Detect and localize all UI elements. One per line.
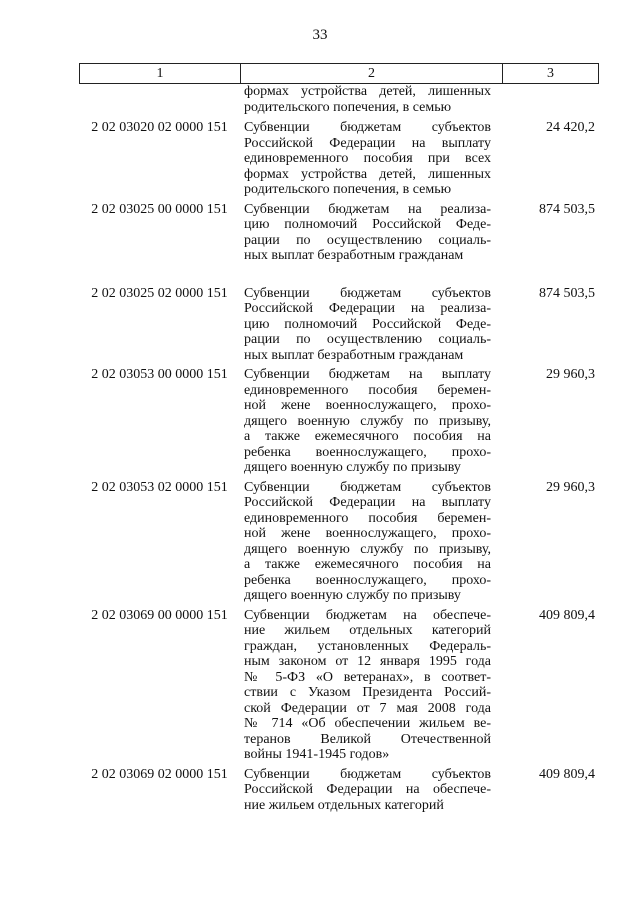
description-line: ребенка военнослужащего, прохо- bbox=[244, 444, 491, 460]
description-line: ской Федерации от 7 мая 2008 года bbox=[244, 700, 491, 716]
description-line: Российской Федерации на обеспече- bbox=[244, 782, 491, 797]
amount-value: 874 503,5 bbox=[539, 285, 595, 301]
description-line: рации по осуществлению социаль- bbox=[244, 332, 491, 347]
description-line: дящего военную службу по призыву bbox=[244, 460, 461, 475]
description-line: Субвенции бюджетам субъектов bbox=[244, 285, 491, 301]
description-line: ных выплат безработным гражданам bbox=[244, 347, 464, 363]
description-line: Субвенции бюджетам субъектов bbox=[244, 120, 491, 135]
table-row bbox=[79, 608, 599, 763]
amount-value: 409 809,4 bbox=[539, 607, 595, 623]
amount-value: 24 420,2 bbox=[546, 120, 595, 135]
income-description bbox=[244, 202, 491, 264]
description-line: войны 1941-1945 годов» bbox=[244, 747, 390, 762]
table-row bbox=[79, 84, 599, 115]
amount-value: 29 960,3 bbox=[546, 367, 595, 382]
income-description bbox=[244, 480, 491, 604]
description-line: единовременного пособия при всех bbox=[244, 151, 491, 166]
income-description bbox=[244, 286, 491, 364]
description-line: родительского попечения, в семью bbox=[244, 182, 452, 197]
description-line: формах устройства детей, лишенных bbox=[244, 166, 491, 182]
description-line: дящего военную службу по призыву bbox=[244, 588, 461, 603]
header-col-3: 3 bbox=[547, 65, 554, 81]
table-row bbox=[79, 120, 599, 198]
description-line: ние жильем отдельных категорий bbox=[244, 623, 491, 638]
description-line: Субвенции бюджетам на выплату bbox=[244, 367, 491, 382]
description-line: граждан, установленных Федераль- bbox=[244, 638, 491, 654]
amount-value bbox=[491, 84, 599, 115]
income-description bbox=[244, 120, 491, 198]
description-line: Субвенции бюджетам субъектов bbox=[244, 479, 491, 495]
description-line: цию полномочий Российской Феде- bbox=[244, 217, 491, 232]
income-description bbox=[244, 84, 491, 115]
description-line: дящего военную службу по призыву, bbox=[244, 541, 491, 557]
description-line: ной жене военнослужащего, прохо- bbox=[244, 526, 491, 541]
table-row bbox=[79, 202, 599, 264]
description-line: № 5-ФЗ «О ветеранах», в соответ- bbox=[244, 669, 491, 685]
description-line: теранов Великой Отечественной bbox=[244, 731, 491, 747]
income-description bbox=[244, 608, 491, 763]
description-line: дящего военную службу по призыву, bbox=[244, 413, 491, 429]
table-body bbox=[79, 84, 599, 813]
description-line: Российской Федерации на выплату bbox=[244, 135, 491, 151]
amount-value: 29 960,3 bbox=[546, 479, 595, 495]
budget-code: 2 02 03053 02 0000 151 bbox=[91, 479, 228, 495]
amount-value: 409 809,4 bbox=[539, 766, 595, 782]
income-description bbox=[244, 367, 491, 476]
description-line: ных выплат безработным гражданам bbox=[244, 248, 464, 263]
budget-code bbox=[79, 84, 240, 115]
description-line: цию полномочий Российской Феде- bbox=[244, 316, 491, 332]
description-line: Российской Федерации на выплату bbox=[244, 495, 491, 510]
description-line: рации по осуществлению социаль- bbox=[244, 232, 491, 248]
description-line: формах устройства детей, лишенных bbox=[244, 84, 491, 99]
table-row bbox=[79, 767, 599, 814]
table-header bbox=[79, 63, 599, 84]
description-line: Российской Федерации на реализа- bbox=[244, 301, 491, 316]
description-line: Субвенции бюджетам на реализа- bbox=[244, 201, 491, 217]
description-line: Субвенции бюджетам на обеспече- bbox=[244, 607, 491, 623]
description-line: единовременного пособия беремен- bbox=[244, 510, 491, 526]
description-line: ствии с Указом Президента Россий- bbox=[244, 685, 491, 700]
table-row bbox=[79, 367, 599, 476]
description-line: № 714 «Об обеспечении жильем ве- bbox=[244, 716, 491, 731]
header-col-1: 1 bbox=[80, 64, 241, 83]
description-line: единовременного пособия беремен- bbox=[244, 382, 491, 398]
page-number: 33 bbox=[312, 27, 328, 43]
description-line: ной жене военнослужащего, прохо- bbox=[244, 398, 491, 413]
description-line: ние жильем отдельных категорий bbox=[244, 797, 444, 813]
budget-code: 2 02 03069 02 0000 151 bbox=[91, 766, 228, 782]
header-col-2: 2 bbox=[241, 64, 503, 83]
description-line: а также ежемесячного пособия на bbox=[244, 429, 491, 444]
table-row bbox=[79, 480, 599, 604]
budget-code: 2 02 03025 00 0000 151 bbox=[91, 201, 228, 217]
budget-code: 2 02 03020 02 0000 151 bbox=[91, 120, 228, 135]
description-line: а также ежемесячного пособия на bbox=[244, 557, 491, 572]
amount-value: 874 503,5 bbox=[539, 201, 595, 217]
budget-code: 2 02 03025 02 0000 151 bbox=[91, 285, 228, 301]
description-line: ным законом от 12 января 1995 года bbox=[244, 654, 491, 669]
table-row bbox=[79, 286, 599, 364]
description-line: родительского попечения, в семью bbox=[244, 99, 452, 115]
income-description bbox=[244, 767, 491, 814]
budget-code: 2 02 03069 00 0000 151 bbox=[91, 607, 228, 623]
description-line: ребенка военнослужащего, прохо- bbox=[244, 572, 491, 588]
description-line: Субвенции бюджетам субъектов bbox=[244, 766, 491, 782]
budget-code: 2 02 03053 00 0000 151 bbox=[91, 367, 228, 382]
